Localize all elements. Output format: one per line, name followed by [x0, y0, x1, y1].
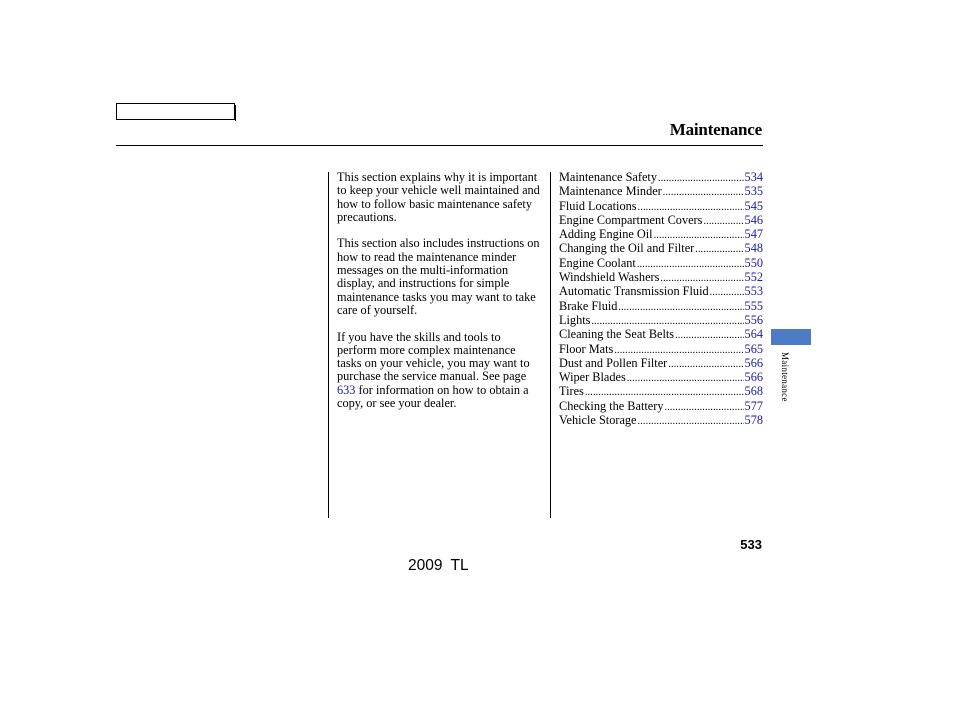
toc-leader-dots	[695, 243, 743, 256]
toc-leader-dots	[710, 286, 744, 299]
toc-page-link[interactable]: 545	[744, 198, 763, 213]
toc-item-label: Checking the Battery	[559, 398, 664, 413]
toc-item-label: Tires	[559, 384, 584, 399]
toc-leader-dots	[663, 186, 744, 199]
nav-box[interactable]	[116, 103, 235, 120]
toc-page-link[interactable]: 556	[744, 312, 763, 327]
toc-item[interactable]	[559, 385, 763, 399]
intro-paragraph-3	[337, 331, 542, 411]
header-rule	[116, 145, 763, 146]
section-tab-label: Maintenance	[780, 352, 790, 402]
toc-item[interactable]	[559, 171, 763, 185]
toc-item[interactable]	[559, 271, 763, 285]
toc-page-link[interactable]: 535	[744, 184, 763, 199]
toc-item[interactable]	[559, 214, 763, 228]
toc-item[interactable]	[559, 200, 763, 214]
intro-paragraph-1: This section explains why it is important to keep your vehicle well maintained and how to follow basic maintenance safety precautions.	[337, 170, 540, 224]
toc-leader-dots	[637, 258, 744, 271]
toc-item[interactable]	[559, 257, 763, 271]
toc-item[interactable]	[559, 414, 763, 428]
intro-paragraph-3-end: for information on how to obtain a copy, or see your dealer.	[337, 382, 529, 411]
toc-leader-dots	[703, 215, 743, 228]
column-divider-right	[550, 172, 551, 518]
toc-item-label: Changing the Oil and Filter	[559, 241, 695, 256]
toc-page-link[interactable]: 550	[744, 255, 763, 270]
toc-leader-dots	[668, 358, 743, 371]
toc-item-label: Brake Fluid	[559, 298, 618, 313]
toc-item-label: Adding Engine Oil	[559, 227, 653, 242]
toc-leader-dots	[638, 415, 744, 428]
toc-item[interactable]	[559, 343, 763, 357]
toc-page-link[interactable]: 565	[744, 341, 763, 356]
toc-page-link[interactable]: 555	[744, 298, 763, 313]
section-tab[interactable]	[771, 329, 811, 345]
toc-item-label: Dust and Pollen Filter	[559, 355, 668, 370]
toc-item-label: Engine Compartment Covers	[559, 212, 703, 227]
toc-page-link[interactable]: 548	[744, 241, 763, 256]
toc-item-label: Windshield Washers	[559, 270, 660, 285]
toc-leader-dots	[654, 229, 744, 242]
toc-leader-dots	[591, 315, 743, 328]
intro-paragraph-3-start: If you have the skills and tools to perform more complex maintenance tasks on your vehicle, you may want to purchase the service manual. See page	[337, 329, 530, 384]
footer-model: 2009 TL	[408, 557, 469, 574]
toc-page-link[interactable]: 534	[744, 170, 763, 184]
page-title: Maintenance	[669, 120, 762, 139]
toc-item[interactable]	[559, 285, 763, 299]
toc-page-link[interactable]: 564	[744, 327, 763, 342]
toc-item-label: Cleaning the Seat Belts	[559, 327, 675, 342]
toc-item-label: Maintenance Safety	[559, 170, 657, 184]
toc-leader-dots	[627, 372, 744, 385]
toc-page-link[interactable]: 547	[744, 227, 763, 242]
toc-page-link[interactable]: 566	[744, 355, 763, 370]
toc-page-link[interactable]: 552	[744, 270, 763, 285]
toc-page-link[interactable]: 553	[744, 284, 763, 299]
toc-page-link[interactable]: 578	[744, 413, 763, 428]
page-link-633[interactable]: 633	[337, 382, 356, 397]
table-of-contents	[559, 171, 763, 428]
toc-leader-dots	[614, 344, 743, 357]
toc-leader-dots	[660, 272, 743, 285]
intro-text	[337, 171, 542, 424]
toc-item[interactable]	[559, 314, 763, 328]
column-divider-left	[328, 172, 329, 518]
toc-page-link[interactable]: 568	[744, 384, 763, 399]
toc-item-label: Maintenance Minder	[559, 184, 662, 199]
toc-leader-dots	[675, 329, 743, 342]
toc-item-label: Automatic Transmission Fluid	[559, 284, 709, 299]
toc-page-link[interactable]: 566	[744, 370, 763, 385]
toc-leader-dots	[658, 172, 744, 185]
toc-leader-dots	[665, 401, 744, 414]
toc-leader-dots	[618, 301, 743, 314]
toc-item-label: Wiper Blades	[559, 370, 626, 385]
toc-item[interactable]	[559, 400, 763, 414]
page-number: 533	[740, 537, 762, 552]
toc-item-label: Fluid Locations	[559, 198, 637, 213]
toc-page-link[interactable]: 577	[744, 398, 763, 413]
toc-item[interactable]	[559, 328, 763, 342]
toc-item-label: Vehicle Storage	[559, 413, 637, 428]
toc-item-label: Lights	[559, 312, 591, 327]
intro-paragraph-2: This section also includes instructions on how to read the maintenance minder messages on the multi-information display, and instructions for simple maintenance tasks you may want to take care of yourself.	[337, 236, 540, 317]
toc-item[interactable]	[559, 371, 763, 385]
toc-page-link[interactable]: 546	[744, 212, 763, 227]
toc-item[interactable]	[559, 357, 763, 371]
toc-item[interactable]	[559, 185, 763, 199]
toc-item[interactable]	[559, 228, 763, 242]
toc-item[interactable]	[559, 300, 763, 314]
toc-item-label: Floor Mats	[559, 341, 614, 356]
toc-leader-dots	[585, 386, 744, 399]
toc-item[interactable]	[559, 242, 763, 256]
toc-leader-dots	[638, 201, 744, 214]
toc-item-label: Engine Coolant	[559, 255, 636, 270]
